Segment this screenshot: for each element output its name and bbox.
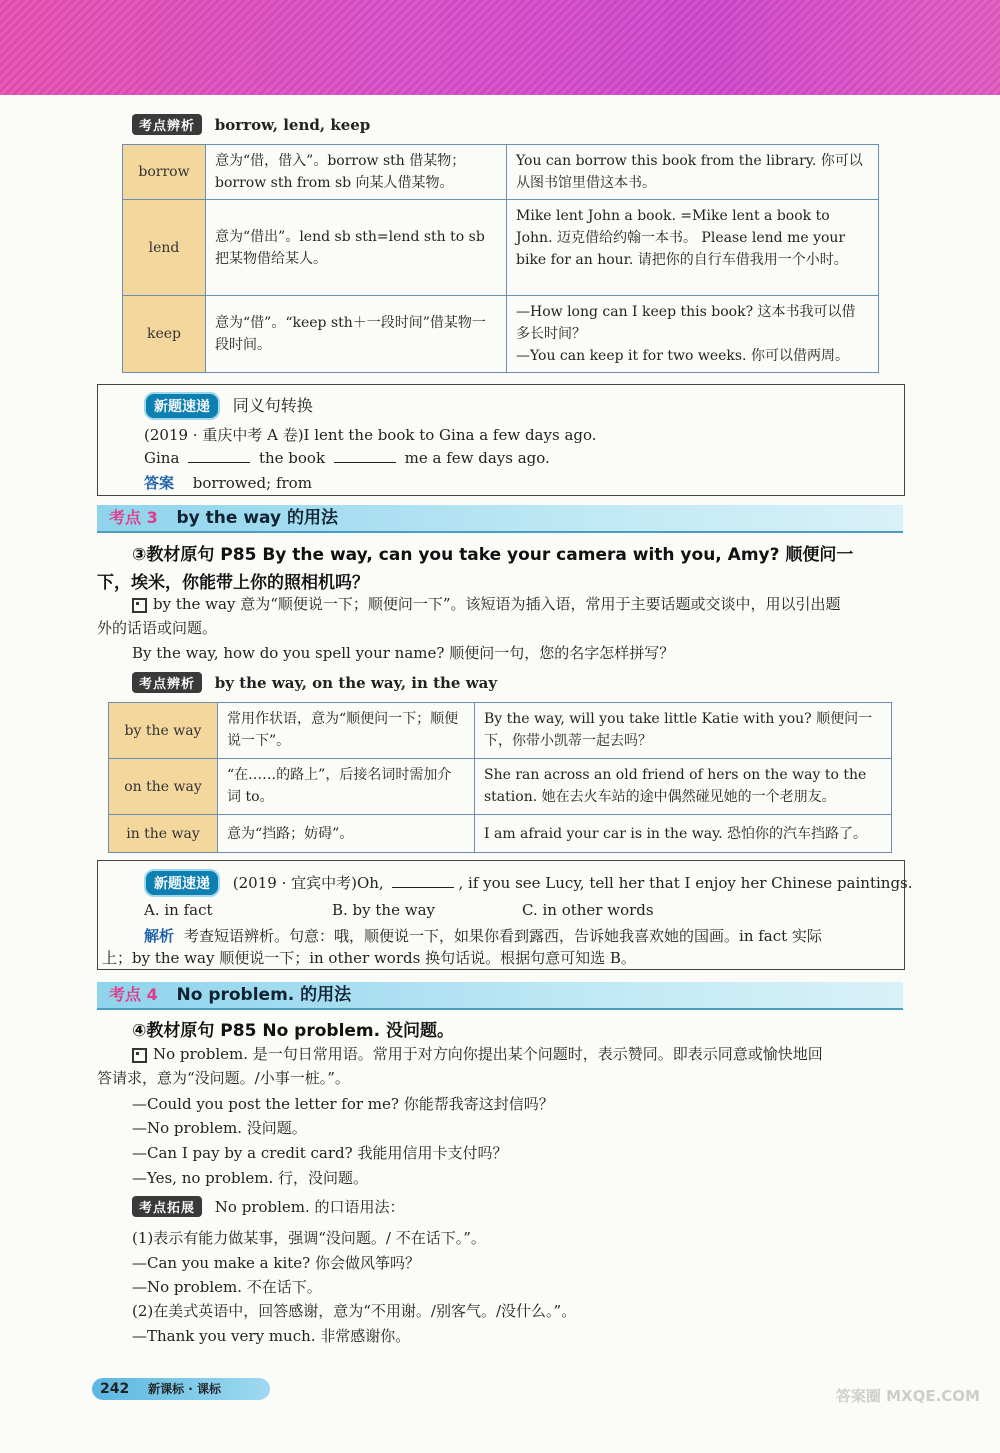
point3-band — [97, 505, 903, 533]
explain-text: by the way 意为“顺便说一下；顺便问一下”。该短语为插入语，常用于主要话题或交谈中，用以引出题 — [153, 595, 841, 613]
option-b[interactable]: B. by the way — [332, 901, 435, 919]
note-icon — [132, 1048, 147, 1063]
question1-source: (2019 · 重庆中考 A 卷)I lent the book to Gina a few days ago. — [144, 426, 597, 444]
analysis-line1 — [144, 925, 822, 946]
point4-num: 考点 4 — [109, 985, 158, 1004]
point3-num: 考点 3 — [109, 508, 158, 527]
section2-title: by the way, on the way, in the way — [214, 674, 498, 692]
example-cell: You can borrow this book from the library. 你可以从图书馆里借这本书。 — [507, 145, 879, 200]
table-row — [109, 815, 892, 853]
meaning-cell: 常用作状语，意为“顺便问一下；顺便说一下”。 — [218, 703, 475, 759]
point3-explain-line2: 外的话语或问题。 — [97, 619, 218, 637]
point3-source-line1: ③教材原句 P85 By the way, can you take your camera with you, Amy? 顺便问一 — [132, 545, 854, 565]
extension-tag: 考点拓展 — [132, 1196, 202, 1217]
point4-explain-line2: 答请求，意为“没问题。/小事一桩。”。 — [97, 1069, 350, 1087]
extension-line: (2)在美式英语中，回答感谢，意为“不用谢。/别客气。/没什么。”。 — [132, 1302, 577, 1320]
stem-text: (2019 · 宜宾中考)Oh, — [232, 874, 384, 892]
example-line: —How long can I keep this book? 这本书我可以借多长时间？ — [516, 304, 856, 342]
extension-line: (1)表示有能力做某事，强调“没问题。/ 不在话下。”。 — [132, 1229, 486, 1247]
stem-text: , if you see Lucy, tell her that I enjoy her Chinese paintings. — [458, 874, 913, 892]
watermark: 答案圈 MXQE.COM — [835, 1387, 980, 1405]
header-band — [0, 0, 1000, 95]
extension-line: —No problem. 不在话下。 — [132, 1278, 322, 1296]
example-cell: By the way, will you take little Katie with you? 顺便问一下，你带小凯蒂一起去吗？ — [475, 703, 892, 759]
question2-stem — [144, 869, 913, 897]
dialog-line: —Could you post the letter for me? 你能帮我寄这封信吗？ — [132, 1095, 554, 1113]
point4-band — [97, 982, 903, 1010]
meaning-cell: 意为“借，借入”。borrow sth 借某物；borrow sth from sb 向某人借某物。 — [206, 145, 507, 200]
point3-explain-line1 — [132, 592, 841, 616]
page-footer-badge — [92, 1378, 270, 1400]
extension-heading — [132, 1196, 405, 1217]
section1-title: borrow, lend, keep — [214, 116, 371, 134]
meaning-cell: 意为“借”。“keep sth＋一段时间”借某物一段时间。 — [206, 296, 507, 373]
term-cell: on the way — [109, 759, 218, 815]
term-cell: keep — [123, 296, 206, 373]
prompt-text: me a few days ago. — [404, 449, 550, 467]
meaning-cell: 意为“挡路；妨碍”。 — [218, 815, 475, 853]
question1-header — [144, 392, 313, 420]
point4-source: ④教材原句 P85 No problem. 没问题。 — [132, 1021, 455, 1041]
question1-prompt — [144, 448, 550, 467]
meaning-cell: “在……的路上”，后接名词时需加介词 to。 — [218, 759, 475, 815]
new-question-box-1 — [97, 384, 905, 496]
table-row — [109, 759, 892, 815]
extension-line: —Thank you very much. 非常感谢你。 — [132, 1327, 411, 1345]
example-line: —You can keep it for two weeks. 你可以借两周。 — [516, 348, 849, 364]
dialog-line: —Can I pay by a credit card? 我能用信用卡支付吗？ — [132, 1144, 508, 1162]
point3-example: By the way, how do you spell your name? 顺便问一句，您的名字怎样拼写？ — [132, 644, 675, 662]
new-question-box-2 — [97, 860, 913, 970]
answer-blank[interactable] — [392, 873, 454, 888]
example-cell: I am afraid your car is in the way. 恐怕你的汽车挡路了。 — [475, 815, 892, 853]
section1-heading — [132, 114, 370, 135]
term-cell: by the way — [109, 703, 218, 759]
explain-text: No problem. 是一句日常用语。常用于对方向你提出某个问题时，表示赞同。即表示同意或愉快地回 — [153, 1045, 823, 1063]
point4-explain-line1 — [132, 1042, 823, 1066]
term-cell: in the way — [109, 815, 218, 853]
table-row — [123, 145, 879, 200]
prompt-text: the book — [258, 449, 326, 467]
analysis-line2: 上；by the way 顺便说一下；in other words 换句话说。根据句意可知选 B。 — [102, 949, 636, 967]
prompt-text: Gina — [144, 449, 180, 467]
note-icon — [132, 598, 147, 613]
answer-blank[interactable] — [334, 448, 396, 463]
section2-heading — [132, 672, 497, 693]
example-cell: Mike lent John a book. =Mike lent a book to John. 迈克借给约翰一本书。 Please lend me your bike for an hour. 请把你的自行车借我用一个小时。 — [507, 200, 879, 296]
new-question-tag: 新题速递 — [144, 869, 220, 897]
meaning-cell: 意为“借出”。lend sb sth=lend sth to sb 把某物借给某人。 — [206, 200, 507, 296]
extension-line: —Can you make a kite? 你会做风筝吗？ — [132, 1254, 420, 1272]
new-question-tag: 新题速递 — [144, 392, 220, 420]
table-row — [109, 703, 892, 759]
analysis-label: 解析 — [144, 927, 175, 945]
question1-title: 同义句转换 — [232, 396, 313, 415]
option-a[interactable]: A. in fact — [144, 901, 213, 919]
section1-tag: 考点辨析 — [132, 114, 202, 135]
dialog-line: —No problem. 没问题。 — [132, 1119, 307, 1137]
question1-answer — [144, 472, 312, 493]
by-on-in-the-way-table — [108, 702, 892, 853]
point3-title: by the way 的用法 — [176, 508, 338, 528]
analysis-text: 考查短语辨析。句意：哦，顺便说一下，如果你看到露西，告诉她我喜欢她的国画。in fact 实际 — [184, 927, 822, 945]
page-number: 242 — [100, 1381, 130, 1397]
point4-title: No problem. 的用法 — [176, 985, 352, 1005]
example-cell — [507, 296, 879, 373]
series-name: 新课标 · 课标 — [148, 1382, 222, 1396]
borrow-lend-keep-table — [122, 144, 879, 373]
option-c[interactable]: C. in other words — [522, 901, 654, 919]
section2-tag: 考点辨析 — [132, 672, 202, 693]
answer-text: borrowed; from — [192, 474, 312, 492]
point3-source-line2: 下，埃米，你能带上你的照相机吗？ — [97, 573, 369, 593]
example-cell: She ran across an old friend of hers on the way to the station. 她在去火车站的途中偶然碰见她的一个老朋友。 — [475, 759, 892, 815]
table-row — [123, 296, 879, 373]
term-cell: lend — [123, 200, 206, 296]
answer-label: 答案 — [144, 474, 175, 492]
dialog-line: —Yes, no problem. 行，没问题。 — [132, 1169, 369, 1187]
answer-blank[interactable] — [188, 448, 250, 463]
extension-title: No problem. 的口语用法： — [214, 1198, 405, 1216]
table-row — [123, 200, 879, 296]
term-cell: borrow — [123, 145, 206, 200]
